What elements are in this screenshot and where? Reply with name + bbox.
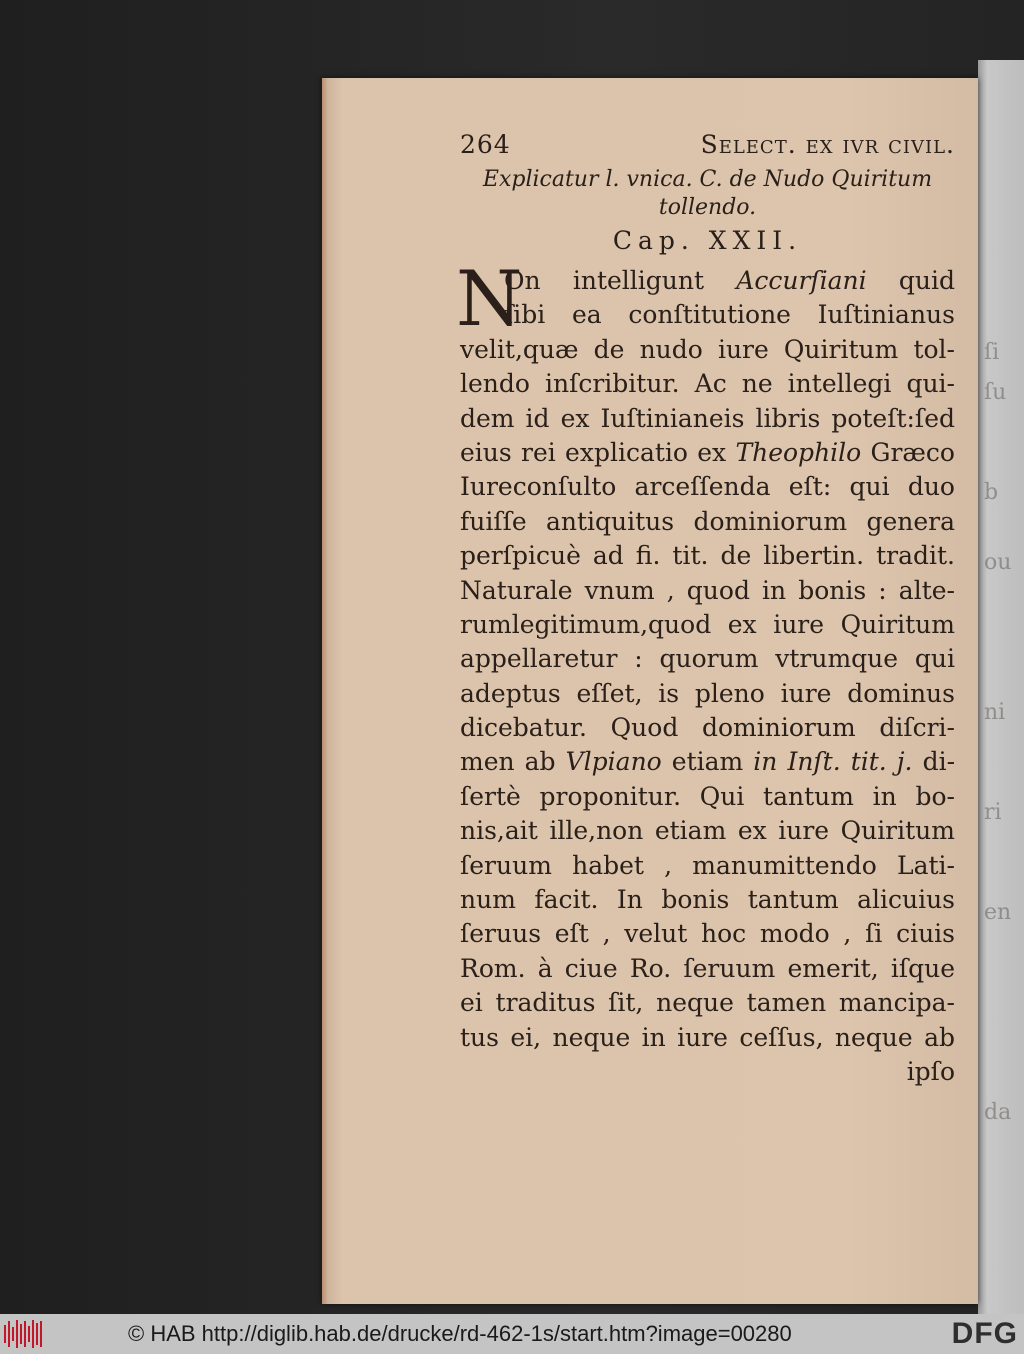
text-segment: ſeruum habet , manumittendo Lati- [460, 850, 955, 880]
text-line [460, 849, 955, 883]
text-line [460, 333, 955, 367]
text-segment: Iureconſulto arceſſenda eſt: qui duo [460, 472, 955, 502]
text-line [460, 436, 955, 470]
text-line [460, 298, 955, 332]
chapter-heading: Cap. XXII. [612, 226, 803, 255]
drop-cap: N [456, 254, 523, 343]
running-title: Select. ex ivr civil. [700, 130, 955, 159]
text-line [460, 574, 955, 608]
running-header [460, 130, 955, 166]
page-number: 264 [460, 130, 511, 159]
text-segment: eius rei explicatio ex [460, 437, 736, 467]
text-line [460, 986, 955, 1020]
italic-text: Vlpiano [565, 747, 662, 777]
text-segment: Græco [861, 437, 955, 467]
text-segment: On intelligunt [504, 266, 737, 295]
adjacent-page-edge: ſi ſu b ou ni ri en da [978, 60, 1024, 1314]
text-segment: ſertè proponitur. Qui tantum in bo- [460, 781, 955, 811]
text-segment: Naturale vnum , quod in bonis : alte- [460, 575, 955, 605]
text-line [460, 814, 955, 848]
text-line [460, 952, 955, 986]
text-segment: dicebatur. Quod dominiorum diſcri- [460, 713, 955, 743]
subtitle-line: tollendo. [658, 195, 757, 220]
page-text [456, 130, 956, 1089]
text-segment: men ab [460, 747, 566, 777]
text-segment: appellaretur : quorum vtrumque qui [460, 644, 955, 674]
italic-text: Accurſiani [736, 266, 867, 295]
text-segment: ſibi ea conſtitutione Iuſtinianus [504, 300, 955, 330]
text-segment: perſpicuè ad fi. tit. de libertin. tradit. [460, 541, 955, 571]
text-line [460, 642, 955, 676]
text-line [460, 505, 955, 539]
text-segment: quid [866, 266, 955, 295]
text-segment: velit,quæ de nudo iure Quiritum tol- [460, 334, 955, 364]
text-segment: adeptus eſſet, is pleno iure dominus [460, 678, 955, 708]
text-segment: di- [912, 747, 956, 777]
text-line [460, 367, 955, 401]
text-segment: lendo inſcribitur. Ac ne intellegi qui- [460, 369, 955, 399]
footer-bar [0, 1314, 1024, 1354]
text-segment: ei traditus ſit, neque tamen mancipa- [460, 988, 955, 1018]
italic-text: in Inſt. tit. j. [753, 747, 913, 777]
text-line [460, 883, 955, 917]
text-line [460, 917, 955, 951]
text-line [460, 745, 955, 779]
text-segment: ſeruus eſt , velut hoc modo , ſi ciuis [460, 919, 955, 949]
text-line [460, 1021, 955, 1055]
text-segment: nis,ait ille,non etiam ex iure Quiritum [460, 816, 955, 846]
subtitle-line: Explicatur l. vnica. C. de Nudo Quiritum [482, 167, 933, 192]
text-segment: etiam [661, 747, 754, 777]
text-segment: fuiſſe antiquitus dominiorum genera [460, 506, 955, 536]
text-line [460, 677, 955, 711]
text-segment: tus ei, neque in iure ceſſus, neque ab [460, 1022, 955, 1052]
text-line [460, 264, 955, 298]
text-segment: rumlegitimum,quod ex iure Quiritum [460, 609, 955, 639]
chapter-subtitle [460, 166, 955, 222]
text-segment: num facit. In bonis tantum alicuius [460, 885, 955, 915]
text-line [460, 539, 955, 573]
copyright-link[interactable]: © HAB http://diglib.hab.de/drucke/rd-462-1s/start.htm?image=00280 [128, 1321, 792, 1346]
hab-logo-icon [4, 1319, 44, 1349]
text-segment: Rom. à ciue Ro. ſeruum emerit, iſque [460, 953, 955, 983]
text-segment: dem id ex Iuſtinianeis libris poteſt:ſed [460, 403, 955, 433]
catchword: ipſo [906, 1056, 955, 1086]
italic-text: Theophilo [735, 437, 862, 467]
body-text [456, 254, 956, 1055]
text-line [460, 780, 955, 814]
text-line [460, 711, 955, 745]
dfg-logo: DFG [951, 1317, 1018, 1350]
text-line [460, 470, 955, 504]
text-line [460, 608, 955, 642]
text-line [460, 402, 955, 436]
